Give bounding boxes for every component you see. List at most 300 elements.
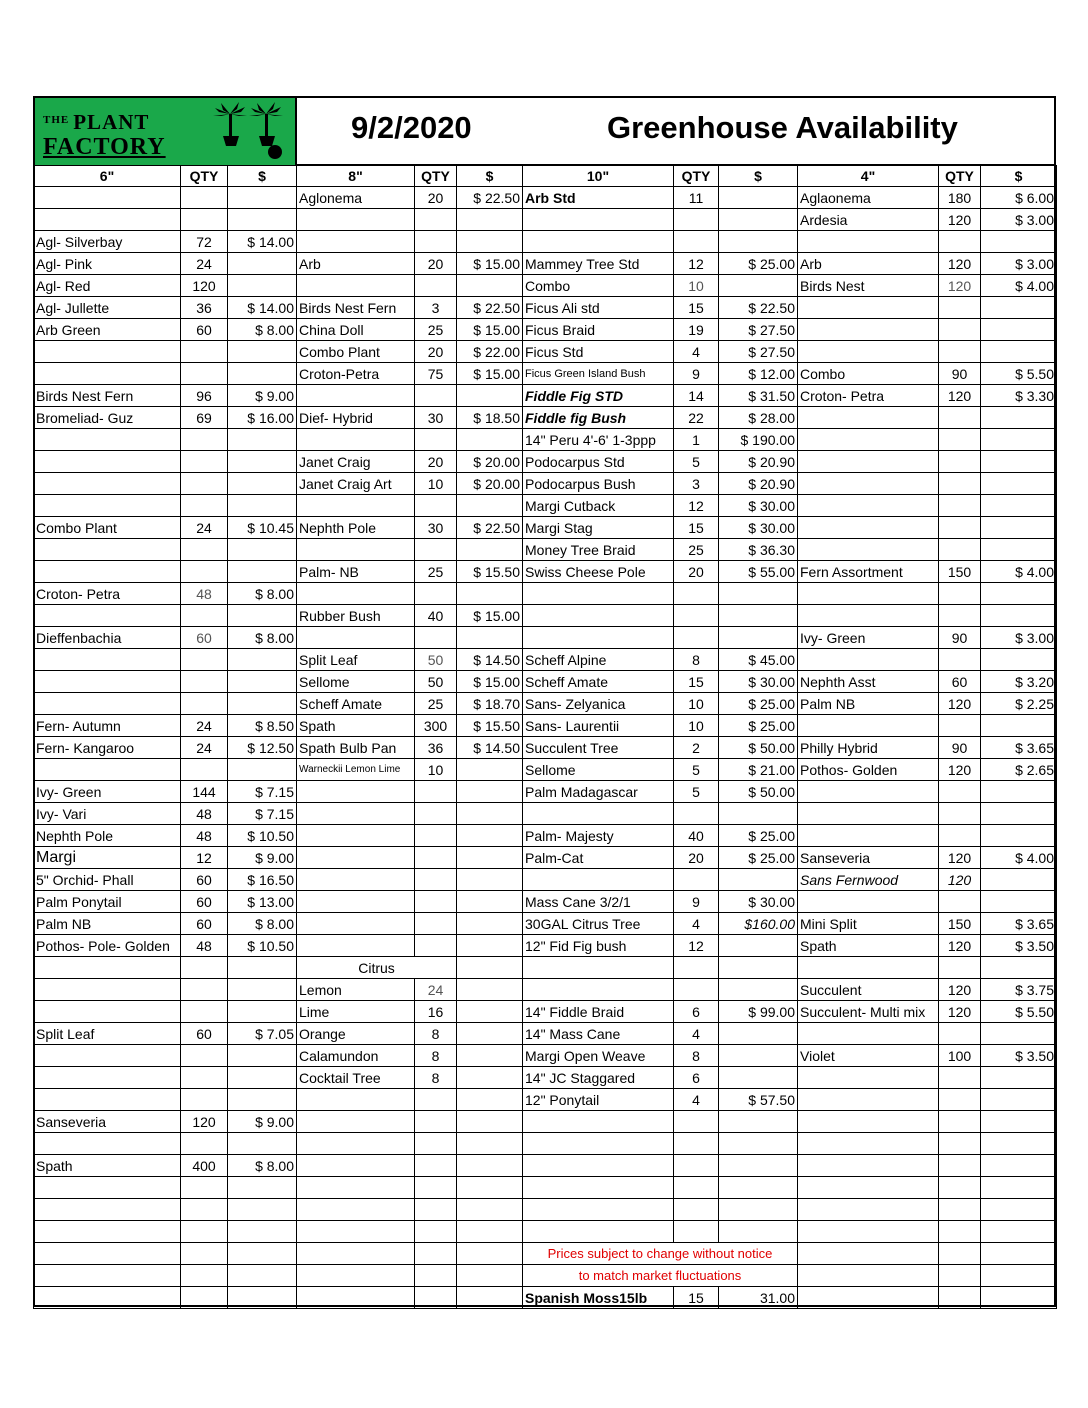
price-cell [457,1045,523,1067]
qty-cell: 24 [181,517,228,539]
plant-name-cell [34,1221,181,1243]
plant-name-cell: Combo [798,363,939,385]
table-row [34,891,1057,913]
price-cell [457,825,523,847]
plant-name-cell [34,429,181,451]
plant-name-cell [297,869,415,891]
price-cell: $ 15.00 [457,253,523,275]
sheet-header [33,96,1056,165]
table-row [34,1287,1057,1309]
price-cell: $160.00 [719,913,798,935]
price-cell [228,1243,297,1265]
price-cell [981,825,1057,847]
plant-name-cell [798,1023,939,1045]
price-cell: $ 12.00 [719,363,798,385]
qty-cell [939,231,981,253]
plant-name-cell [34,1199,181,1221]
plant-name-cell [34,693,181,715]
qty-cell [181,363,228,385]
price-cell: $ 8.00 [228,583,297,605]
plant-name-cell: Ficus Green Island Bush [523,363,674,385]
price-cell [457,1287,523,1309]
plant-name-cell: Succulent- Multi mix [798,1001,939,1023]
plant-name-cell: Agl- Pink [34,253,181,275]
plant-name-cell [297,1155,415,1177]
price-cell [228,187,297,209]
qty-cell: 3 [674,473,719,495]
price-cell [981,1089,1057,1111]
qty-cell [181,187,228,209]
plant-name-cell: 12" Fid Fig bush [523,935,674,957]
plant-name-cell: Mammey Tree Std [523,253,674,275]
qty-cell [939,429,981,451]
plant-name-cell [34,605,181,627]
price-cell: $ 15.50 [457,561,523,583]
qty-cell [939,1287,981,1309]
table-row [34,1001,1057,1023]
price-cell: $ 8.00 [228,913,297,935]
section-label: Citrus [297,957,457,979]
qty-cell: 96 [181,385,228,407]
price-cell: $ 3.00 [981,627,1057,649]
plant-name-cell: Sans- Zelyanica [523,693,674,715]
qty-cell [181,495,228,517]
qty-cell [415,275,457,297]
table-row [34,1199,1057,1221]
plant-name-cell [798,803,939,825]
qty-cell [415,913,457,935]
qty-cell: 24 [181,253,228,275]
price-cell [981,1243,1057,1265]
price-cell [228,605,297,627]
qty-cell: 3 [415,297,457,319]
price-cell: $ 5.50 [981,363,1057,385]
plant-name-cell: Margi Cutback [523,495,674,517]
qty-cell: 24 [181,737,228,759]
qty-cell [939,957,981,979]
price-cell: $ 8.00 [228,1155,297,1177]
price-cell: $ 3.75 [981,979,1057,1001]
qty-cell: 100 [939,1045,981,1067]
plant-name-cell [798,1243,939,1265]
price-cell [228,1177,297,1199]
plant-name-cell: 30GAL Citrus Tree [523,913,674,935]
price-cell [981,1023,1057,1045]
table-row [34,561,1057,583]
plant-name-cell: Sans Fernwood [798,869,939,891]
plant-name-cell [523,1199,674,1221]
plant-name-cell [798,1199,939,1221]
price-cell [228,451,297,473]
qty-cell [415,1243,457,1265]
price-cell [981,407,1057,429]
price-cell: $ 25.00 [719,693,798,715]
plant-name-cell [523,957,674,979]
qty-cell: 60 [181,891,228,913]
qty-cell [939,1133,981,1155]
price-cell: $ 22.50 [457,297,523,319]
plant-name-cell [798,1221,939,1243]
table-row [34,957,1057,979]
price-cell: $ 50.00 [719,781,798,803]
price-cell: $ 20.00 [457,451,523,473]
plant-name-cell: Nephth Asst [798,671,939,693]
table-row [34,1089,1057,1111]
table-row [34,1111,1057,1133]
price-cell [981,517,1057,539]
plant-name-cell [297,1199,415,1221]
plant-name-cell [34,1045,181,1067]
price-cell: $ 4.00 [981,561,1057,583]
price-cell [457,1133,523,1155]
qty-cell: 50 [415,671,457,693]
plant-name-cell [34,759,181,781]
plant-name-cell [297,913,415,935]
plant-name-cell: Aglaonema [798,187,939,209]
price-cell: $ 3.00 [981,253,1057,275]
plant-name-cell: Spath Bulb Pan [297,737,415,759]
qty-cell [181,979,228,1001]
column-header: 6" [34,166,181,187]
plant-name-cell: Mini Split [798,913,939,935]
qty-cell [181,1221,228,1243]
price-cell [981,891,1057,913]
qty-cell [939,539,981,561]
qty-cell: 20 [415,451,457,473]
price-cell [228,275,297,297]
qty-cell [939,1221,981,1243]
table-row [34,693,1057,715]
price-cell [719,209,798,231]
table-row [34,825,1057,847]
qty-cell [181,759,228,781]
price-cell [981,803,1057,825]
plant-name-cell [798,1177,939,1199]
table-row [34,671,1057,693]
price-cell [228,1133,297,1155]
qty-cell: 20 [674,561,719,583]
qty-cell [415,847,457,869]
table-row [34,913,1057,935]
plant-name-cell: 14" Fiddle Braid [523,1001,674,1023]
qty-cell: 24 [181,715,228,737]
table-row [34,847,1057,869]
price-cell: $ 30.00 [719,495,798,517]
qty-cell [415,1089,457,1111]
price-cell: 31.00 [719,1287,798,1309]
price-cell: $ 16.00 [228,407,297,429]
qty-cell [181,209,228,231]
price-cell [719,1067,798,1089]
price-cell [228,1221,297,1243]
plant-name-cell: Scheff Alpine [523,649,674,671]
price-cell [228,1001,297,1023]
plant-name-cell [523,1221,674,1243]
price-cell [457,759,523,781]
plant-name-cell [34,1287,181,1309]
price-cell: $ 3.65 [981,913,1057,935]
qty-cell: 9 [674,363,719,385]
price-cell: $ 15.00 [457,671,523,693]
price-cell: $ 15.00 [457,605,523,627]
price-cell: $ 2.65 [981,759,1057,781]
qty-cell [181,1133,228,1155]
price-cell: $ 9.00 [228,385,297,407]
price-cell: $ 15.00 [457,363,523,385]
qty-cell: 1 [674,429,719,451]
price-cell: $ 25.00 [719,253,798,275]
plant-name-cell: 14" Mass Cane [523,1023,674,1045]
qty-cell [939,297,981,319]
plant-name-cell [34,1001,181,1023]
table-row [34,363,1057,385]
plant-name-cell: 14" JC Staggared [523,1067,674,1089]
plant-name-cell [297,209,415,231]
qty-cell [939,1111,981,1133]
qty-cell: 10 [674,693,719,715]
logo-text-factory: FACTORY [43,134,166,160]
qty-cell [181,539,228,561]
plant-name-cell: Podocarpus Std [523,451,674,473]
plant-name-cell: Spath [798,935,939,957]
price-cell [981,869,1057,891]
price-cell: $ 30.00 [719,517,798,539]
price-cell [457,1177,523,1199]
plant-name-cell: Palm- Majesty [523,825,674,847]
qty-cell [939,473,981,495]
plant-name-cell: Palm-Cat [523,847,674,869]
table-row [34,979,1057,1001]
plant-name-cell [297,1265,415,1287]
plant-name-cell: Ivy- Green [34,781,181,803]
price-cell: $ 12.50 [228,737,297,759]
qty-cell [939,1199,981,1221]
price-cell: $ 36.30 [719,539,798,561]
price-cell: $ 190.00 [719,429,798,451]
qty-cell [415,1155,457,1177]
plant-name-cell [523,1111,674,1133]
qty-cell: 60 [181,869,228,891]
price-cell: $ 3.30 [981,385,1057,407]
qty-cell [415,1133,457,1155]
price-cell [228,759,297,781]
plant-name-cell: Nephth Pole [297,517,415,539]
plant-name-cell [34,473,181,495]
plant-name-cell: Arb Std [523,187,674,209]
plant-name-cell: Croton- Petra [798,385,939,407]
qty-cell [939,1177,981,1199]
table-row [34,209,1057,231]
qty-cell [181,671,228,693]
qty-cell [181,341,228,363]
qty-cell: 400 [181,1155,228,1177]
plant-name-cell [798,473,939,495]
price-cell: $ 27.50 [719,341,798,363]
plant-name-cell [34,1265,181,1287]
qty-cell: 60 [181,1023,228,1045]
qty-cell [415,891,457,913]
plant-name-cell [798,957,939,979]
price-cell [457,429,523,451]
price-cell: $ 7.05 [228,1023,297,1045]
qty-cell: 120 [939,847,981,869]
qty-cell: 25 [674,539,719,561]
qty-cell [674,979,719,1001]
price-cell: $ 15.00 [457,319,523,341]
qty-cell: 36 [415,737,457,759]
plant-name-cell: Spath [297,715,415,737]
plant-name-cell [34,1243,181,1265]
price-cell [457,1221,523,1243]
qty-cell [181,429,228,451]
qty-cell: 12 [674,935,719,957]
price-cell [228,1265,297,1287]
price-cell [719,1111,798,1133]
plant-name-cell [798,1265,939,1287]
price-notice: to match market fluctuations [523,1265,798,1287]
qty-cell [939,1067,981,1089]
price-cell [228,1067,297,1089]
price-cell: $ 20.00 [457,473,523,495]
qty-cell: 120 [939,979,981,1001]
qty-cell: 10 [415,759,457,781]
price-cell [228,495,297,517]
plant-name-cell: Fern- Autumn [34,715,181,737]
plant-name-cell: Croton-Petra [297,363,415,385]
plant-name-cell: Ficus Braid [523,319,674,341]
plant-name-cell: 14" Peru 4'-6' 1-3ppp [523,429,674,451]
table-row [34,451,1057,473]
qty-cell [415,1221,457,1243]
price-cell: $ 18.70 [457,693,523,715]
qty-cell [415,825,457,847]
plant-name-cell: China Doll [297,319,415,341]
plant-name-cell [798,231,939,253]
table-row [34,1045,1057,1067]
plant-name-cell [34,1067,181,1089]
qty-cell: 60 [181,627,228,649]
plant-name-cell [523,583,674,605]
qty-cell: 5 [674,759,719,781]
plant-name-cell: Janet Craig [297,451,415,473]
availability-table [33,165,1057,1309]
price-cell: $ 8.50 [228,715,297,737]
qty-cell: 69 [181,407,228,429]
plant-name-cell: Philly Hybrid [798,737,939,759]
price-cell: $ 30.00 [719,891,798,913]
plant-name-cell [798,1133,939,1155]
price-cell: $ 21.00 [719,759,798,781]
price-cell: $ 4.00 [981,847,1057,869]
qty-cell: 15 [674,1287,719,1309]
plant-name-cell [798,495,939,517]
plant-name-cell: Birds Nest Fern [297,297,415,319]
price-cell: $ 55.00 [719,561,798,583]
qty-cell: 300 [415,715,457,737]
qty-cell: 90 [939,363,981,385]
plant-name-cell [798,1287,939,1309]
price-cell [457,913,523,935]
plant-name-cell: Lime [297,1001,415,1023]
table-row [34,407,1057,429]
price-cell [457,1265,523,1287]
qty-cell: 2 [674,737,719,759]
plant-name-cell [297,385,415,407]
plant-name-cell: Pothos- Pole- Golden [34,935,181,957]
plant-name-cell: Birds Nest [798,275,939,297]
qty-cell [181,693,228,715]
qty-cell [939,1023,981,1045]
qty-cell [181,451,228,473]
table-row [34,1023,1057,1045]
table-row [34,1177,1057,1199]
plant-name-cell: Violet [798,1045,939,1067]
qty-cell [674,1221,719,1243]
plant-name-cell: Combo Plant [297,341,415,363]
qty-cell [415,935,457,957]
qty-cell [415,1287,457,1309]
column-header: QTY [674,166,719,187]
plant-name-cell: Warneckii Lemon Lime [297,759,415,781]
qty-cell [181,1067,228,1089]
qty-cell: 48 [181,825,228,847]
plant-name-cell [297,1133,415,1155]
qty-cell: 120 [939,759,981,781]
price-cell [981,1265,1057,1287]
table-row [34,605,1057,627]
price-cell [719,187,798,209]
price-cell: $ 10.45 [228,517,297,539]
price-cell: $ 14.00 [228,297,297,319]
plant-name-cell [798,891,939,913]
plant-name-cell: Sanseveria [798,847,939,869]
qty-cell: 8 [674,1045,719,1067]
qty-cell [181,473,228,495]
plant-name-cell: Janet Craig Art [297,473,415,495]
qty-cell: 16 [415,1001,457,1023]
price-cell [228,209,297,231]
plant-name-cell [297,847,415,869]
price-cell: $ 3.65 [981,737,1057,759]
column-header: QTY [415,166,457,187]
plant-name-cell [34,363,181,385]
qty-cell: 180 [939,187,981,209]
qty-cell: 120 [181,275,228,297]
plant-name-cell: Margi Stag [523,517,674,539]
price-cell: $ 20.90 [719,473,798,495]
qty-cell [939,1243,981,1265]
plant-name-cell: Sellome [297,671,415,693]
plant-name-cell: Sanseveria [34,1111,181,1133]
price-cell [719,583,798,605]
table-row [34,1067,1057,1089]
column-header: 10" [523,166,674,187]
qty-cell: 25 [415,319,457,341]
table-row [34,737,1057,759]
qty-cell: 20 [674,847,719,869]
qty-cell: 30 [415,517,457,539]
table-row [34,517,1057,539]
price-cell: $ 4.00 [981,275,1057,297]
price-cell [981,583,1057,605]
price-cell: $ 20.90 [719,451,798,473]
plant-name-cell: Swiss Cheese Pole [523,561,674,583]
price-cell [457,1199,523,1221]
plant-name-cell [523,209,674,231]
qty-cell [939,583,981,605]
qty-cell [674,957,719,979]
price-cell [228,957,297,979]
